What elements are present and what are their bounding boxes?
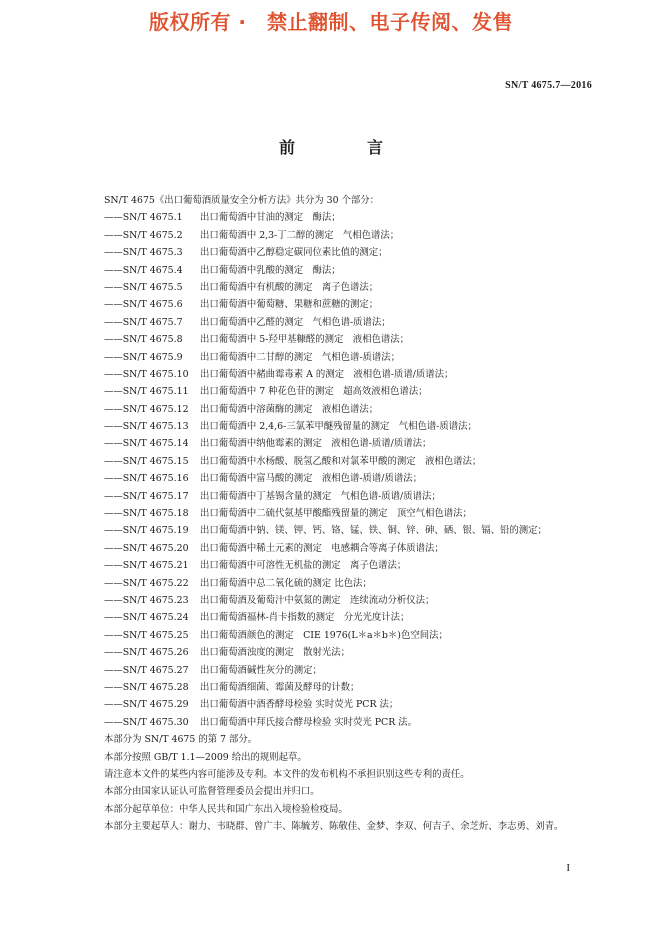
part-title: 出口葡萄酒中甘油的测定 酶法； xyxy=(200,212,341,224)
part-title: 出口葡萄酒中水杨酸、脱氢乙酸和对氯苯甲酸的测定 液相色谱法； xyxy=(200,455,482,467)
part-title: 出口葡萄酒碱性灰分的测定； xyxy=(200,664,322,676)
foreword-body xyxy=(104,192,624,835)
part-list-item xyxy=(104,418,624,435)
part-title: 出口葡萄酒颜色的测定 CIE 1976(L＊a＊b＊)色空间法； xyxy=(200,629,448,641)
part-code: ——SN/T 4675.28 xyxy=(104,681,189,693)
part-list-item xyxy=(104,470,624,487)
part-code: ——SN/T 4675.30 xyxy=(104,716,189,728)
part-title: 出口葡萄酒中 5-羟甲基糠醛的测定 液相色谱法； xyxy=(200,334,409,346)
part-code: ——SN/T 4675.27 xyxy=(104,664,189,676)
part-title: 出口葡萄酒浊度的测定 散射光法； xyxy=(200,647,351,659)
part-list-item xyxy=(104,540,624,557)
part-list-item xyxy=(104,331,624,348)
part-list-item xyxy=(104,557,624,574)
part-title: 出口葡萄酒中可溶性无机盐的测定 离子色谱法； xyxy=(200,560,407,572)
part-list-item xyxy=(104,679,624,696)
part-code: ——SN/T 4675.22 xyxy=(104,577,189,589)
part-title: 出口葡萄酒中钠、镁、钾、钙、铬、锰、铁、铜、锌、砷、硒、银、镉、铅的测定； xyxy=(200,525,547,537)
part-title: 出口葡萄酒中纳他霉素的测定 液相色谱-质谱/质谱法； xyxy=(200,438,432,450)
note-line: 请注意本文件的某些内容可能涉及专利。本文件的发布机构不承担识别这些专利的责任。 xyxy=(104,768,470,780)
part-code: ——SN/T 4675.26 xyxy=(104,647,189,659)
page-title xyxy=(0,135,662,158)
part-code: ——SN/T 4675.10 xyxy=(104,368,189,380)
part-code: ——SN/T 4675.17 xyxy=(104,490,189,502)
part-title: 出口葡萄酒中有机酸的测定 离子色谱法； xyxy=(200,281,379,293)
part-list-item xyxy=(104,209,624,226)
note-line: 本部分由国家认证认可监督管理委员会提出并归口。 xyxy=(104,786,320,798)
part-title: 出口葡萄酒中乙醇稳定碳同位素比值的测定； xyxy=(200,247,388,259)
part-code: ——SN/T 4675.12 xyxy=(104,403,189,415)
part-code: ——SN/T 4675.4 xyxy=(104,264,183,276)
part-title: 出口葡萄酒中酒香酵母检验 实时荧光 PCR 法； xyxy=(200,699,399,711)
part-list-item xyxy=(104,262,624,279)
part-list-item xyxy=(104,627,624,644)
part-title: 出口葡萄酒中 7 种花色苷的测定 超高效液相色谱法； xyxy=(200,386,428,398)
part-list-item xyxy=(104,244,624,261)
part-list-item xyxy=(104,696,624,713)
part-list-item xyxy=(104,592,624,609)
part-code: ——SN/T 4675.11 xyxy=(104,386,189,398)
part-code: ——SN/T 4675.5 xyxy=(104,281,183,293)
part-list-item xyxy=(104,609,624,626)
part-title: 出口葡萄酒中 2,4,6-三氯苯甲醚残留量的测定 气相色谱-质谱法； xyxy=(200,421,477,433)
part-list-item xyxy=(104,314,624,331)
part-title: 出口葡萄酒中乳酸的测定 酶法； xyxy=(200,264,341,276)
part-title: 出口葡萄酒中二甘醇的测定 气相色谱-质谱法； xyxy=(200,351,401,363)
part-code: ——SN/T 4675.6 xyxy=(104,299,183,311)
part-title: 出口葡萄酒中乙醛的测定 气相色谱-质谱法； xyxy=(200,316,391,328)
part-code: ——SN/T 4675.14 xyxy=(104,438,189,450)
part-list-item xyxy=(104,662,624,679)
parts-list xyxy=(104,209,624,731)
part-code: ——SN/T 4675.18 xyxy=(104,508,189,520)
part-list-item xyxy=(104,453,624,470)
part-code: ——SN/T 4675.16 xyxy=(104,473,189,485)
part-code: ——SN/T 4675.7 xyxy=(104,316,183,328)
part-list-item xyxy=(104,522,624,539)
part-title: 出口葡萄酒中丁基锡含量的测定 气相色谱-质谱/质谱法； xyxy=(200,490,441,502)
part-title: 出口葡萄酒中赭曲霉毒素 A 的测定 液相色谱-质谱/质谱法； xyxy=(200,368,454,380)
part-title: 出口葡萄酒福林-肖卡指数的测定 分光光度计法； xyxy=(200,612,410,624)
part-code: ——SN/T 4675.24 xyxy=(104,612,189,624)
page-number: I xyxy=(566,862,570,874)
part-title: 出口葡萄酒中二硫代氨基甲酸酯残留量的测定 顶空气相色谱法； xyxy=(200,508,472,520)
part-list-item xyxy=(104,383,624,400)
part-list-item xyxy=(104,714,624,731)
part-title: 出口葡萄酒中总二氧化硫的测定 比色法； xyxy=(200,577,372,589)
part-code: ——SN/T 4675.15 xyxy=(104,455,189,467)
part-list-item xyxy=(104,644,624,661)
part-list-item xyxy=(104,435,624,452)
part-title: 出口葡萄酒细菌、霉菌及酵母的计数； xyxy=(200,681,360,693)
part-list-item xyxy=(104,505,624,522)
part-list-item xyxy=(104,349,624,366)
part-code: ——SN/T 4675.2 xyxy=(104,229,183,241)
part-code: ——SN/T 4675.1 xyxy=(104,212,183,224)
part-title: 出口葡萄酒中富马酸的测定 液相色谱-质谱/质谱法； xyxy=(200,473,422,485)
part-code: ——SN/T 4675.23 xyxy=(104,594,189,606)
intro-line: SN/T 4675《出口葡萄酒质量安全分析方法》共分为 30 个部分： xyxy=(104,195,380,206)
part-code: ——SN/T 4675.19 xyxy=(104,525,189,537)
notes-list xyxy=(104,731,624,835)
copyright-watermark: 版权所有 · 禁止翻制、电子传阅、发售 xyxy=(148,10,514,34)
part-list-item xyxy=(104,366,624,383)
part-code: ——SN/T 4675.21 xyxy=(104,560,189,572)
part-list-item xyxy=(104,401,624,418)
part-code: ——SN/T 4675.20 xyxy=(104,542,189,554)
part-title: 出口葡萄酒中拜氏接合酵母检验 实时荧光 PCR 法。 xyxy=(200,716,417,728)
document-number: SN/T 4675.7—2016 xyxy=(505,80,592,91)
note-line: 本部分起草单位：中华人民共和国广东出入境检验检疫局。 xyxy=(104,803,348,815)
note-line: 本部分主要起草人：谢力、韦晓群、曾广丰、陈毓芳、陈敬佳、金梦、李双、何吉子、余芝炘、李志勇、刘青。 xyxy=(104,821,564,833)
part-code: ——SN/T 4675.3 xyxy=(104,247,183,259)
part-code: ——SN/T 4675.8 xyxy=(104,334,183,346)
part-code: ——SN/T 4675.29 xyxy=(104,699,189,711)
title-text: 前 言 xyxy=(278,138,411,157)
note-line: 本部分按照 GB/T 1.1—2009 给出的规则起草。 xyxy=(104,751,307,763)
part-title: 出口葡萄酒中葡萄糖、果糖和蔗糖的测定； xyxy=(200,299,379,311)
part-list-item xyxy=(104,575,624,592)
note-line: 本部分为 SN/T 4675 的第 7 部分。 xyxy=(104,734,258,746)
part-title: 出口葡萄酒及葡萄汁中氨氮的测定 连续流动分析仪法； xyxy=(200,594,435,606)
part-title: 出口葡萄酒中 2,3-丁二醇的测定 气相色谱法； xyxy=(200,229,400,241)
part-list-item xyxy=(104,279,624,296)
part-code: ——SN/T 4675.13 xyxy=(104,421,189,433)
part-list-item xyxy=(104,296,624,313)
part-list-item xyxy=(104,227,624,244)
part-title: 出口葡萄酒中稀土元素的测定 电感耦合等离子体质谱法； xyxy=(200,542,444,554)
part-list-item xyxy=(104,488,624,505)
part-code: ——SN/T 4675.9 xyxy=(104,351,183,363)
part-code: ——SN/T 4675.25 xyxy=(104,629,189,641)
part-title: 出口葡萄酒中溶菌酶的测定 液相色谱法； xyxy=(200,403,379,415)
